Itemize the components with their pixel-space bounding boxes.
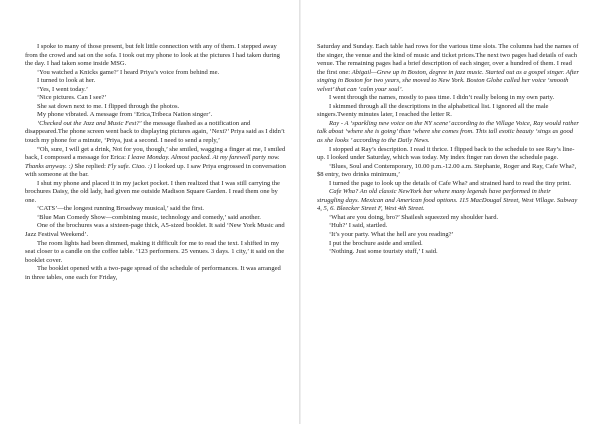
italic-text: Ray - A ‘sparkling new voice on the NY scene’ according to the Village Voice, Ray would rather talk about ‘where she is going’ than ‘where she comes from. This tall exotic beauty ‘sings as good as she looks ’ according to the Daily News. <box>317 119 579 145</box>
text-run: ‘Yes, I went today.’ <box>37 85 89 93</box>
text-run: I put the brochure aside and smiled. <box>329 239 423 247</box>
text-run: I shut my phone and placed it in my jacket pocket. I then realized that I was still carrying the brochures Daisy, the old lady, had given me outside Madison Square Garden. I read them one by one. <box>25 179 280 204</box>
paragraph <box>317 188 579 214</box>
text-run: I looked up. I saw Priya engrossed in conversation with someone at the bar. <box>25 162 286 179</box>
paragraph <box>25 214 287 223</box>
text-run: “Oh, sure, I will get a drink, Not for you, though,’ she smiled, wagging a finger at me, I smiled back, I composed a message for Erica: <box>25 145 286 162</box>
text-run: ‘Huh?’ I said, startled. <box>329 222 388 230</box>
paragraph <box>25 205 287 214</box>
text-run: One of the brochures was a sixteen-page thick, A5-sized booklet. It said ‘New York Music and Jazz Festival Weekend’. <box>25 222 285 239</box>
text-run: ‘Blue Man Comedy Show—combining music, technology and comedy,’ said another. <box>37 213 261 221</box>
text-run: ‘Nice pictures. Can I see?’ <box>37 94 107 102</box>
text-run: I turned to look at her. <box>37 77 96 85</box>
paragraph <box>25 265 287 282</box>
right-page <box>317 43 579 257</box>
paragraph <box>25 77 287 86</box>
text-run: The booklet opened with a two-page spread of the schedule of performances. It was arranged in three tables, one each for Friday, <box>25 265 281 281</box>
text-run: She sat down next to me. I flipped through the photos. <box>37 102 180 110</box>
paragraph <box>317 163 579 180</box>
paragraph <box>317 214 579 223</box>
book-gutter <box>299 0 301 424</box>
paragraph <box>317 231 579 240</box>
paragraph <box>25 43 287 69</box>
text-run: ‘What are you doing, bro?’ Shailesh squeezed my shoulder hard. <box>329 213 499 221</box>
italic-text: ‘Checked out the Jazz and Music Fest?’ <box>37 119 142 127</box>
paragraph <box>317 240 579 249</box>
text-run: I skimmed through all the descriptions in the alphabetical list. I ignored all the male singers.Twenty minutes later, I reached the letter R. <box>317 102 549 119</box>
text-run: ‘CATS’—the longest running Broadway musical,’ said the first. <box>37 205 204 213</box>
text-run: ‘Nothing. Just some touristy stuff,’ I said. <box>329 248 438 256</box>
paragraph <box>25 69 287 78</box>
text-run: She replied: <box>72 162 108 170</box>
text-run: I went through the names, mostly to pass time. I didn’t really belong in my own party. <box>329 94 555 102</box>
paragraph <box>317 94 579 103</box>
paragraph <box>317 180 579 189</box>
paragraph <box>317 222 579 231</box>
text-run: Saturday and Sunday. Each table had rows for the various time slots. The columns had the names of the singer, the venue and the kind of music and ticket prices.The next two pages had details of each venue. The remaining pages had a brief description of each singer, over a hundred of them. I read the first one: <box>317 43 579 76</box>
text-run: ‘Blues, Soul and Contemporary, 10.00 p.m.-12.00 a.m. Stephanie, Roger and Ray, Cafe Wha?, $8 entry, two drinks minimum,’ <box>317 162 577 179</box>
text-run: I turned the page to look up the details of Cafe Wha? and strained hard to read the tiny print. <box>329 179 572 187</box>
text-run: I spoke to many of those present, but felt little connection with any of them. I stepped away from the crowd and sat on the sofa. I took out my phone to look at the pictures I had taken during the day. I had taken some inside MSG. <box>25 43 280 68</box>
paragraph <box>25 146 287 180</box>
paragraph <box>317 43 579 94</box>
text-run: the message flashed as a notification and disappeared.The phone screen went back to displaying pictures again, ‘Next?’ Priya said as I didn’t touch my phone for a minute, ‘Priya, just a second. I need to send a reply,’ <box>25 119 285 145</box>
paragraph <box>317 103 579 120</box>
paragraph <box>25 222 287 239</box>
paragraph <box>317 146 579 163</box>
paragraph <box>25 103 287 112</box>
paragraph <box>25 120 287 146</box>
text-run: The room lights had been dimmed, making it difficult for me to read the text. I shifted in my seat closer to a candle on the coffee table. ‘123 performers. 25 venues. 3 days. 1 city,’ it said on the booklet cover. <box>25 239 285 264</box>
italic-text: Cafe Wha? An old classic NewYork bar where many legends have performed in their struggling days. Mexican and American food options. 115 MacDougal Street, West Village. Subway 4, 5, 6. Bleecker Street F, West 4th Street. <box>317 188 578 213</box>
paragraph <box>25 111 287 120</box>
paragraph <box>25 94 287 103</box>
paragraph <box>25 86 287 95</box>
italic-text: Fly safe. Ciao. :) <box>107 162 153 170</box>
text-run: My phone vibrated. A message from ‘Erica,Tribeca Nation singer’. <box>37 111 213 119</box>
text-run: ‘You watched a Knicks game?’ I heard Priya’s voice from behind me. <box>37 68 220 76</box>
text-run: ‘It’s your party. What the hell are you reading?’ <box>329 231 454 239</box>
text-run: I stopped at Ray’s description. I read it thrice. I flipped back to the schedule to see Ray’s line-up. I looked under Saturday, which was today. My index finger ran down the schedule page. <box>317 145 575 162</box>
paragraph <box>25 240 287 266</box>
paragraph <box>25 180 287 206</box>
italic-text: I leave Monday. Almost packed. At my farewell party now. Thanks anyway. :) <box>25 154 280 170</box>
paragraph <box>317 120 579 146</box>
paragraph <box>317 248 579 257</box>
left-page <box>25 43 287 282</box>
italic-text: Abigail—Grew up in Boston, degree in jazz music. Started out as a gospel singer. After singing in Boston for two years, she moved to New York. Boston Globe called her voice ‘smooth velvet’ that can ‘calm your soul’. <box>317 68 579 93</box>
